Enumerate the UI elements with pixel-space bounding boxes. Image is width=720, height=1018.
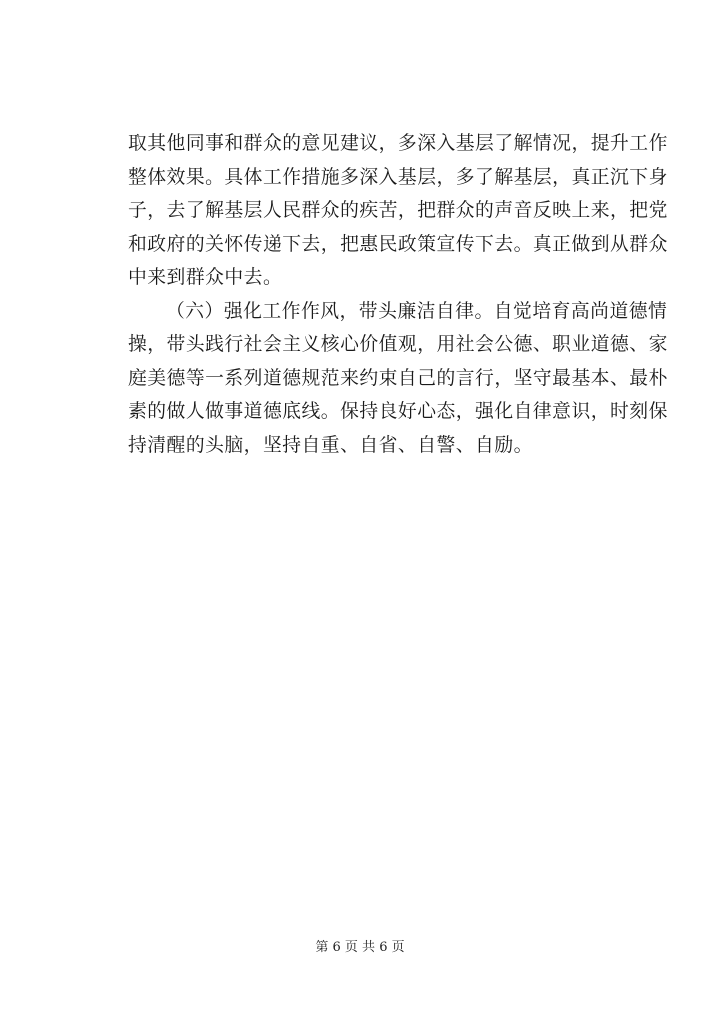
paragraph-line: 素的做人做事道德底线。保持良好心态，强化自律意识，时刻保 [128,401,668,422]
paragraph-line: 持清醒的头脑，坚持自重、自省、自警、自励。 [128,434,533,456]
paragraph-line: 操，带头践行社会主义核心价值观，用社会公德、职业道德、家 [128,334,668,355]
paragraph-line: 子，去了解基层人民群众的疾苦，把群众的声音反映上来，把党 [128,200,668,221]
document-body [128,127,668,462]
paragraph-line: （六）强化工作作风，带头廉洁自律。自觉培育高尚道德情 [166,300,668,322]
paragraph-line: 庭美德等一系列道德规范来约束自己的言行，坚守最基本、最朴 [128,367,668,389]
paragraph-line: 中来到群众中去。 [128,267,283,288]
paragraph-line: 取其他同事和群众的意见建议，多深入基层了解情况，提升工作 [128,133,668,154]
page-number-footer: 第 6 页 共 6 页 [315,940,405,955]
paragraph-line: 和政府的关怀传递下去，把惠民政策宣传下去。真正做到从群众 [128,233,668,255]
paragraph-line: 整体效果。具体工作措施多深入基层，多了解基层，真正沉下身 [128,166,668,188]
